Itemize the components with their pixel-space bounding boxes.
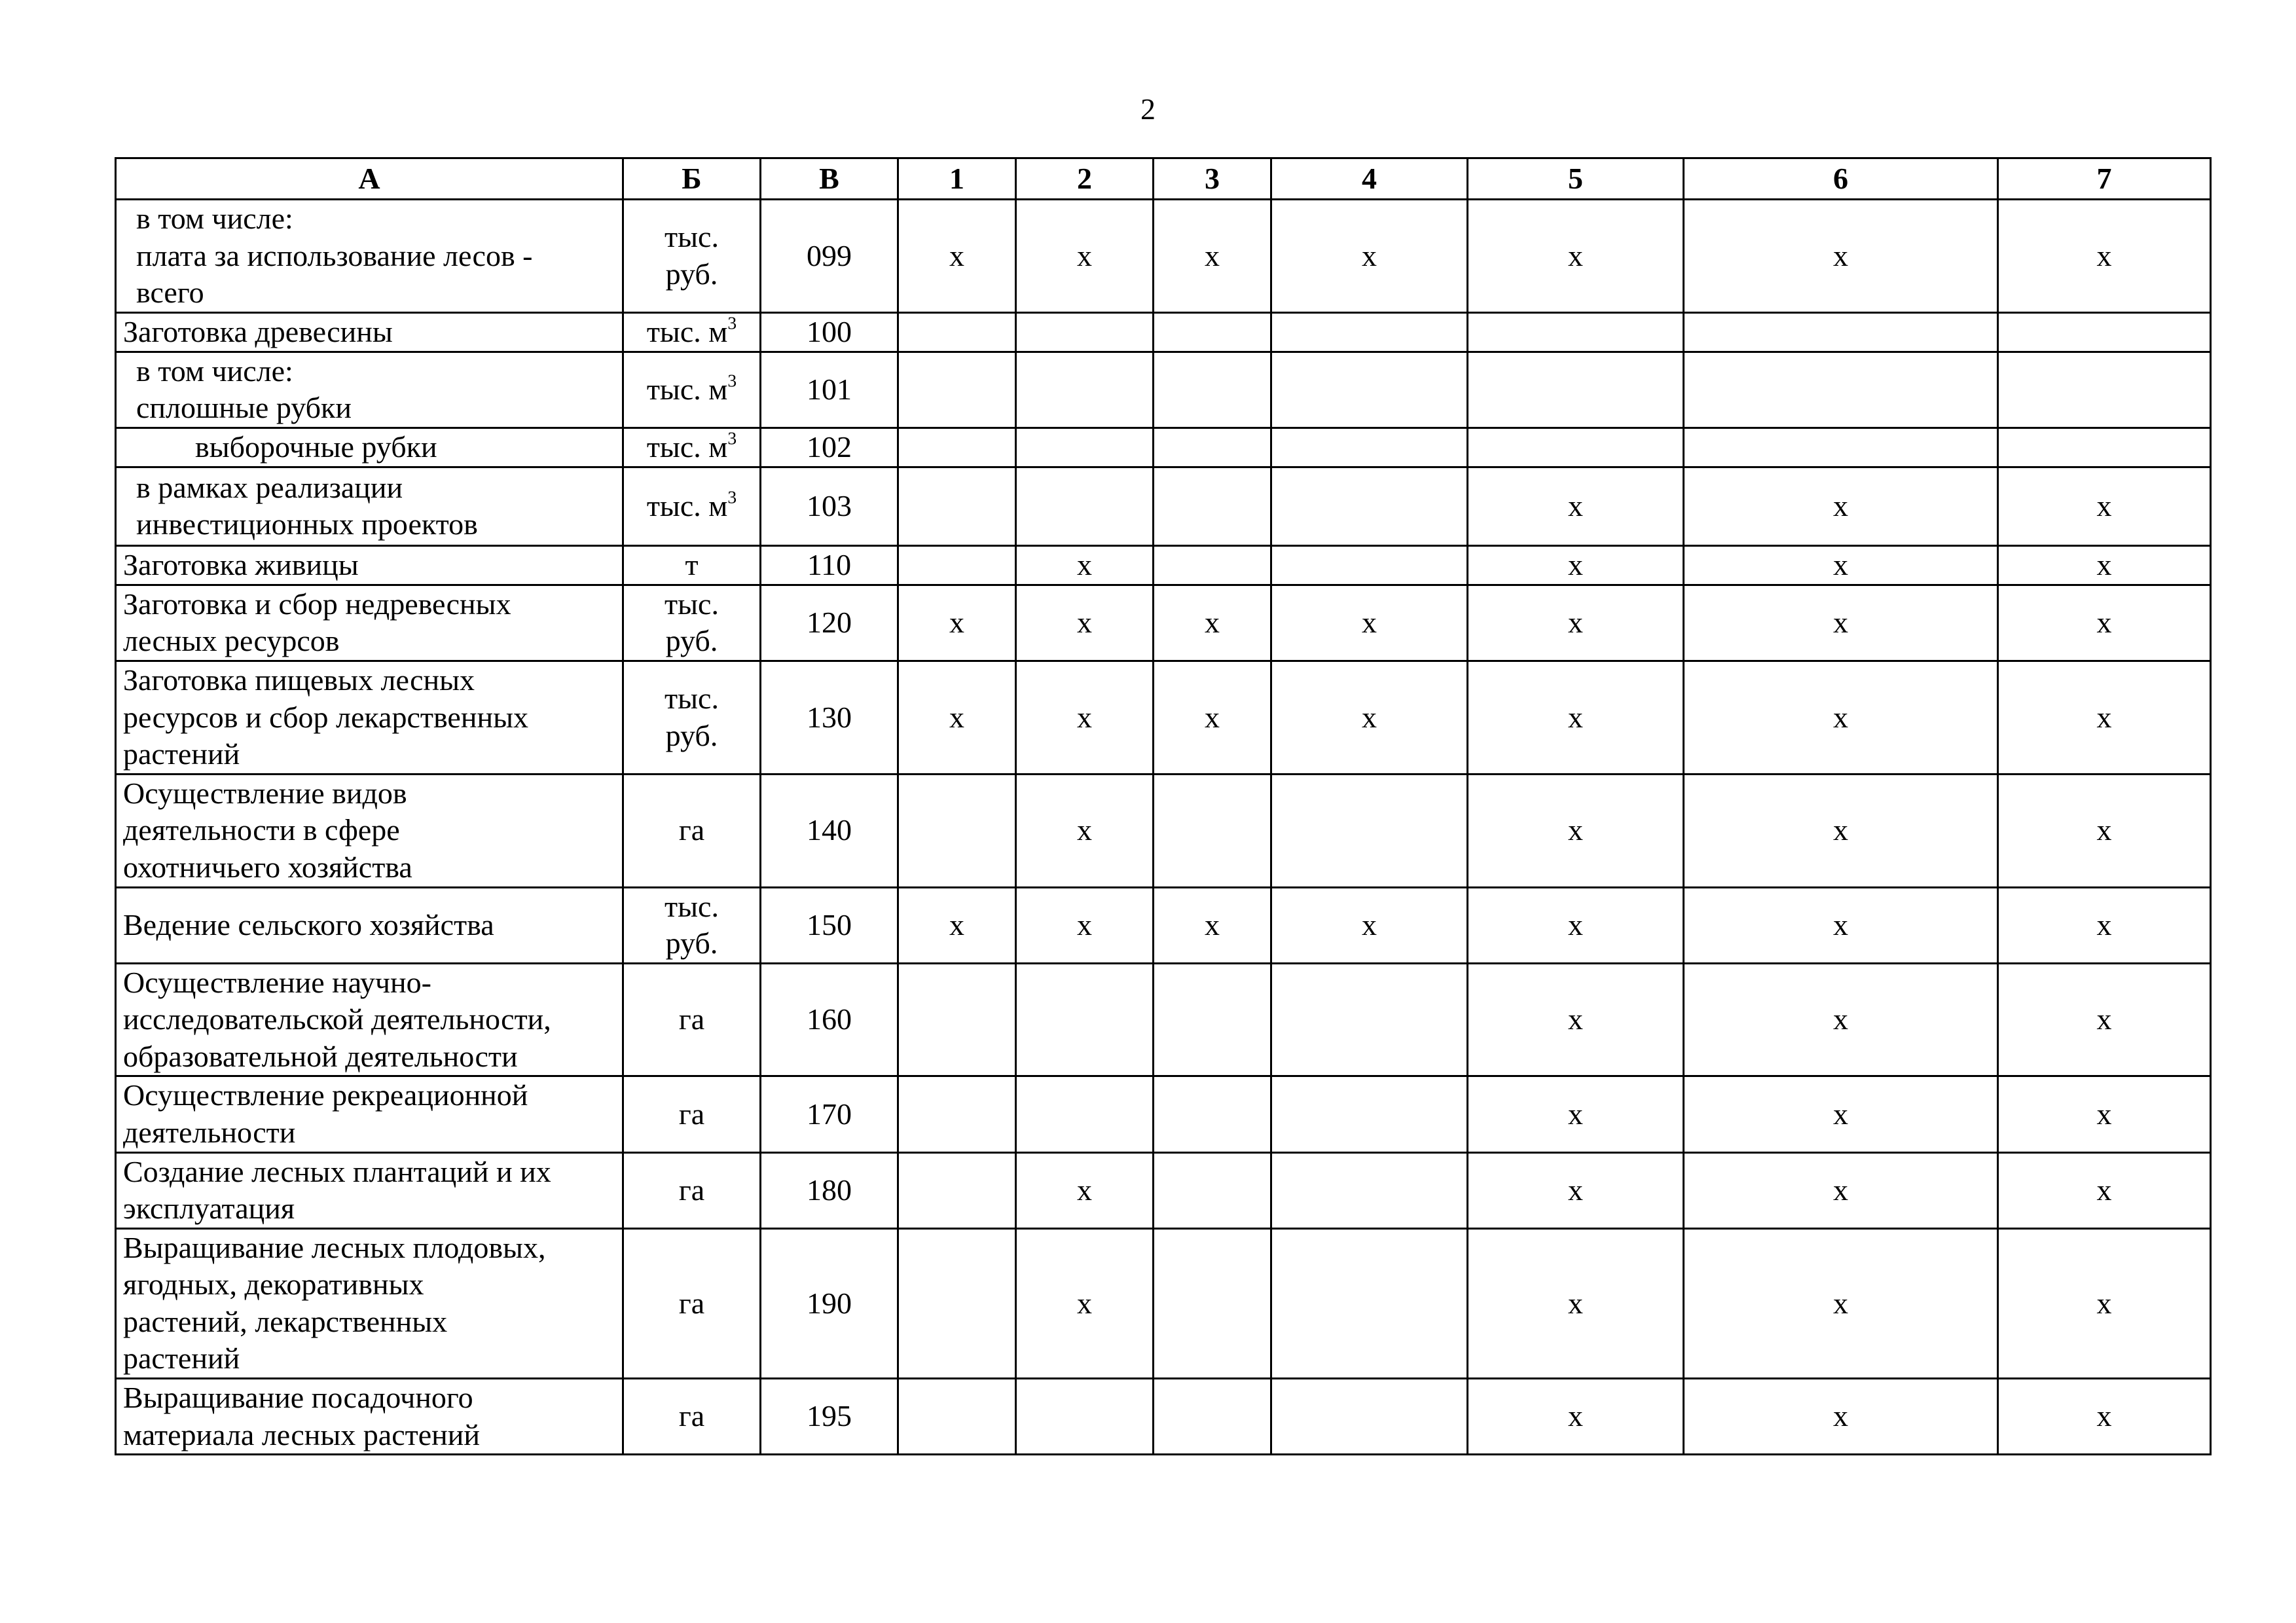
value-cell-col-6: x [1684,467,1998,545]
value-cell-col-7: x [1998,585,2211,661]
unit-cell [623,200,761,313]
value-cell-col-5: x [1468,200,1684,313]
unit-superscript: 3 [727,370,737,391]
value-cell-col-2 [1016,1076,1154,1152]
value-cell-col-4: x [1271,661,1468,775]
table-row [116,545,2211,585]
line-code: 102 [761,428,898,467]
value-cell-col-7: x [1998,774,2211,887]
line-code: 103 [761,467,898,545]
value-cell-col-6: x [1684,661,1998,775]
unit-cell [623,467,761,545]
unit-text: тыс. м [646,489,728,523]
value-cell-col-1: x [898,887,1016,963]
value-cell-col-4 [1271,774,1468,887]
value-cell-col-4 [1271,312,1468,352]
row-label: Выращивание посадочного материала лесных растений [116,1379,623,1455]
value-cell-col-6: x [1684,545,1998,585]
table-row [116,428,2211,467]
unit-cell [623,661,761,775]
value-cell-col-7: x [1998,545,2211,585]
value-cell-col-4: x [1271,887,1468,963]
value-cell-col-1 [898,545,1016,585]
unit-text: га [678,1399,705,1433]
value-cell-col-5: x [1468,1076,1684,1152]
header-col-3: 3 [1154,158,1271,200]
value-cell-col-3 [1154,1076,1271,1152]
value-cell-col-1: x [898,585,1016,661]
value-cell-col-5: x [1468,887,1684,963]
value-cell-col-7 [1998,352,2211,428]
header-col-5: 5 [1468,158,1684,200]
forest-use-table [115,157,2212,1455]
value-cell-col-4 [1271,1379,1468,1455]
line-code: 099 [761,200,898,313]
value-cell-col-7: x [1998,963,2211,1076]
row-label: Осуществление рекреационной деятельности [116,1076,623,1152]
value-cell-col-3 [1154,1379,1271,1455]
line-code: 101 [761,352,898,428]
unit-cell [623,352,761,428]
value-cell-col-3 [1154,774,1271,887]
value-cell-col-6: x [1684,887,1998,963]
value-cell-col-6 [1684,312,1998,352]
line-code: 170 [761,1076,898,1152]
header-col-2: 2 [1016,158,1154,200]
unit-text: тыс. м [646,373,728,407]
header-col-6: 6 [1684,158,1998,200]
value-cell-col-3 [1154,428,1271,467]
value-cell-col-5 [1468,352,1684,428]
value-cell-col-4 [1271,1152,1468,1228]
value-cell-col-3: x [1154,585,1271,661]
value-cell-col-5: x [1468,1379,1684,1455]
unit-cell [623,1228,761,1378]
unit-text: тыс. м [646,430,728,464]
value-cell-col-3 [1154,963,1271,1076]
value-cell-col-5 [1468,312,1684,352]
value-cell-col-4: x [1271,585,1468,661]
value-cell-col-2 [1016,428,1154,467]
value-cell-col-4 [1271,1076,1468,1152]
unit-cell [623,1379,761,1455]
page-number: 2 [1140,92,1156,126]
value-cell-col-2 [1016,312,1154,352]
line-code: 180 [761,1152,898,1228]
value-cell-col-1 [898,963,1016,1076]
unit-text: га [678,1097,705,1131]
value-cell-col-1 [898,774,1016,887]
value-cell-col-6: x [1684,963,1998,1076]
value-cell-col-7: x [1998,661,2211,775]
value-cell-col-1 [898,1076,1016,1152]
row-label: Создание лесных плантаций и их эксплуатация [116,1152,623,1228]
row-label: в рамках реализации инвестиционных проектов [116,467,623,545]
table-row [116,963,2211,1076]
header-row [116,158,2211,200]
row-label: Заготовка живицы [116,545,623,585]
line-code: 190 [761,1228,898,1378]
unit-text: тыс. руб. [665,889,719,960]
line-code: 110 [761,545,898,585]
value-cell-col-5: x [1468,1228,1684,1378]
value-cell-col-3: x [1154,661,1271,775]
value-cell-col-7: x [1998,467,2211,545]
line-code: 150 [761,887,898,963]
value-cell-col-5: x [1468,661,1684,775]
value-cell-col-1 [898,1228,1016,1378]
header-col-7: 7 [1998,158,2211,200]
line-code: 100 [761,312,898,352]
unit-text: га [678,1173,705,1207]
value-cell-col-6: x [1684,774,1998,887]
value-cell-col-1 [898,352,1016,428]
value-cell-col-7: x [1998,887,2211,963]
row-label: Выращивание лесных плодовых, ягодных, декоративных растений, лекарственных растений [116,1228,623,1378]
value-cell-col-3 [1154,1152,1271,1228]
header-col-v: В [761,158,898,200]
header-col-a: А [116,158,623,200]
value-cell-col-4: x [1271,200,1468,313]
unit-cell [623,1076,761,1152]
value-cell-col-1 [898,312,1016,352]
unit-cell [623,428,761,467]
value-cell-col-3 [1154,467,1271,545]
value-cell-col-6 [1684,428,1998,467]
value-cell-col-5: x [1468,1152,1684,1228]
value-cell-col-5: x [1468,585,1684,661]
unit-text: тыс. м [646,314,728,348]
header-col-b: Б [623,158,761,200]
value-cell-col-1: x [898,661,1016,775]
value-cell-col-7: x [1998,1379,2211,1455]
table-body [116,200,2211,1455]
table-row [116,312,2211,352]
value-cell-col-7: x [1998,1152,2211,1228]
value-cell-col-1 [898,1152,1016,1228]
value-cell-col-5: x [1468,963,1684,1076]
row-label: Заготовка древесины [116,312,623,352]
value-cell-col-6 [1684,352,1998,428]
value-cell-col-2 [1016,963,1154,1076]
table-row [116,1379,2211,1455]
unit-cell [623,312,761,352]
value-cell-col-2: x [1016,200,1154,313]
value-cell-col-5: x [1468,545,1684,585]
value-cell-col-7 [1998,428,2211,467]
value-cell-col-4 [1271,467,1468,545]
value-cell-col-2: x [1016,1152,1154,1228]
unit-text: тыс. руб. [665,682,719,752]
table-row [116,774,2211,887]
value-cell-col-1 [898,467,1016,545]
value-cell-col-4 [1271,428,1468,467]
table-row [116,887,2211,963]
unit-cell [623,774,761,887]
header-col-1: 1 [898,158,1016,200]
value-cell-col-6: x [1684,1379,1998,1455]
value-cell-col-4 [1271,352,1468,428]
table-row [116,200,2211,313]
row-label: в том числе: сплошные рубки [116,352,623,428]
value-cell-col-6: x [1684,1152,1998,1228]
value-cell-col-2 [1016,1379,1154,1455]
value-cell-col-6: x [1684,585,1998,661]
row-label: в том числе: плата за использование лесов - всего [116,200,623,313]
value-cell-col-2 [1016,467,1154,545]
value-cell-col-3 [1154,545,1271,585]
value-cell-col-3 [1154,1228,1271,1378]
unit-cell [623,963,761,1076]
row-label: Заготовка пищевых лесных ресурсов и сбор лекарственных растений [116,661,623,775]
unit-superscript: 3 [727,486,737,507]
row-label: выборочные рубки [116,428,623,467]
unit-text: га [678,1286,705,1320]
row-label: Осуществление видов деятельности в сфере охотничьего хозяйства [116,774,623,887]
value-cell-col-1 [898,1379,1016,1455]
value-cell-col-2: x [1016,774,1154,887]
unit-text: тыс. руб. [665,220,719,291]
unit-superscript: 3 [727,428,737,448]
value-cell-col-3: x [1154,200,1271,313]
line-code: 160 [761,963,898,1076]
value-cell-col-5: x [1468,774,1684,887]
unit-cell [623,1152,761,1228]
value-cell-col-7: x [1998,1228,2211,1378]
unit-text: т [685,548,699,582]
table-row [116,352,2211,428]
table-row [116,661,2211,775]
value-cell-col-3 [1154,352,1271,428]
value-cell-col-2: x [1016,585,1154,661]
unit-text: тыс. руб. [665,587,719,658]
line-code: 130 [761,661,898,775]
unit-superscript: 3 [727,312,737,333]
value-cell-col-2 [1016,352,1154,428]
table-row [116,585,2211,661]
value-cell-col-7: x [1998,1076,2211,1152]
table-row [116,467,2211,545]
value-cell-col-5: x [1468,467,1684,545]
value-cell-col-1 [898,428,1016,467]
value-cell-col-2: x [1016,661,1154,775]
value-cell-col-2: x [1016,545,1154,585]
value-cell-col-3: x [1154,887,1271,963]
value-cell-col-6: x [1684,200,1998,313]
line-code: 120 [761,585,898,661]
value-cell-col-2: x [1016,1228,1154,1378]
unit-cell [623,585,761,661]
value-cell-col-6: x [1684,1076,1998,1152]
row-label: Ведение сельского хозяйства [116,887,623,963]
row-label: Заготовка и сбор недревесных лесных ресурсов [116,585,623,661]
value-cell-col-4 [1271,963,1468,1076]
value-cell-col-6: x [1684,1228,1998,1378]
row-label: Осуществление научно- исследовательской деятельности, образовательной деятельности [116,963,623,1076]
table-row [116,1228,2211,1378]
header-col-4: 4 [1271,158,1468,200]
value-cell-col-7: x [1998,200,2211,313]
value-cell-col-1: x [898,200,1016,313]
unit-cell [623,887,761,963]
value-cell-col-7 [1998,312,2211,352]
value-cell-col-4 [1271,545,1468,585]
table-row [116,1152,2211,1228]
unit-text: га [678,813,705,847]
value-cell-col-5 [1468,428,1684,467]
line-code: 140 [761,774,898,887]
line-code: 195 [761,1379,898,1455]
value-cell-col-2: x [1016,887,1154,963]
unit-cell [623,545,761,585]
value-cell-col-4 [1271,1228,1468,1378]
table-row [116,1076,2211,1152]
unit-text: га [678,1002,705,1036]
value-cell-col-3 [1154,312,1271,352]
